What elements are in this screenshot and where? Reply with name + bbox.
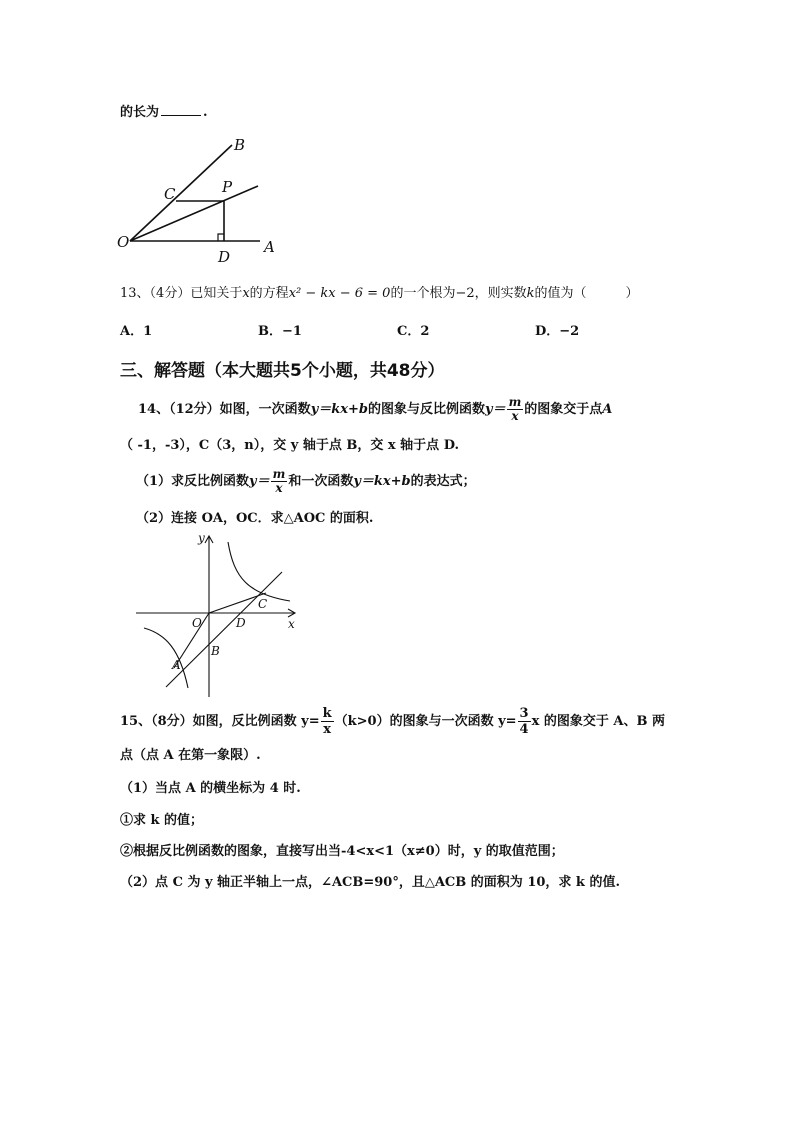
- q15-lin-num: 3: [519, 706, 529, 721]
- label-x: x: [288, 617, 295, 631]
- label-o: O: [192, 616, 202, 630]
- q14-text-c: 的图象交于点: [524, 402, 603, 417]
- q15-part1: （1）当点 A 的横坐标为 4 时.: [120, 781, 301, 796]
- q14-p1-c: 的表达式；: [410, 474, 476, 489]
- label-p: P: [222, 178, 233, 196]
- q14-part2: （2）连接 OA，OC．求△AOC 的面积.: [136, 511, 374, 526]
- q14-text-a: 14、（12分）如图，一次函数: [138, 402, 311, 417]
- ray-ob: [130, 145, 232, 241]
- q14-p1-fraction: [271, 468, 288, 495]
- q14-inv-den: x: [511, 409, 519, 423]
- q13-option-b: B．−1: [258, 324, 302, 339]
- q13-prefix: 13、（4分）已知关于: [120, 286, 243, 301]
- section-heading: 三、解答题（本大题共5个小题，共48分）: [120, 361, 445, 381]
- label-b: B: [211, 644, 220, 658]
- q13-mid3: ，则实数: [474, 286, 527, 301]
- figure-function-graph: [130, 530, 310, 700]
- q13-equation: x² − kx − 6 = 0: [288, 286, 391, 301]
- q14-p1-linear: y＝kx+b: [353, 474, 411, 489]
- q14-inv-fraction: [507, 396, 524, 423]
- right-angle-mark: [218, 234, 224, 241]
- q14-line2: （ -1，-3），C（3，n），交 y 轴于点 B，交 x 轴于点 D.: [120, 438, 460, 453]
- q15-lin-fraction: [518, 706, 531, 737]
- q15-inv-fraction: [321, 706, 334, 737]
- hyperbola-branch-2: [144, 628, 188, 688]
- q12-tail: [120, 103, 208, 123]
- q14-point-a: A: [602, 402, 613, 417]
- q14-inv-lhs: y＝: [485, 402, 506, 417]
- q14-inv-num: m: [508, 395, 522, 409]
- q13-root: −2: [455, 286, 475, 301]
- q14-p1-num: m: [272, 467, 286, 481]
- q15-part1-2: ②根据反比例函数的图象，直接写出当-4<x<1（x≠0）时，y 的取值范围；: [120, 844, 564, 859]
- q13-mid: 的方程: [249, 286, 289, 301]
- q15-text-b: （k>0）的图象与一次函数 y=: [334, 714, 517, 729]
- q15-line1: [120, 706, 665, 737]
- q14-p1-a: （1）求反比例函数: [136, 474, 250, 489]
- label-a: A: [264, 238, 275, 256]
- q14-p1-den: x: [275, 481, 283, 495]
- label-c: C: [164, 185, 176, 203]
- q15-inv-num: k: [322, 706, 332, 721]
- q13-option-d: D．−2: [535, 324, 580, 339]
- q12-tail-text: 的长为: [120, 105, 160, 120]
- q14-part1: [136, 468, 476, 495]
- ray-op: [130, 186, 258, 241]
- q14-p1-b: 和一次函数: [288, 474, 354, 489]
- q13-option-a: A．1: [120, 324, 153, 339]
- q13-var-x: x: [242, 286, 250, 301]
- q13-mid2: 的一个根为: [390, 286, 456, 301]
- q14-line1: [138, 396, 612, 423]
- line-ac: [166, 572, 282, 687]
- label-b: B: [234, 136, 246, 154]
- label-o: O: [117, 233, 130, 251]
- q14-text-b: 的图象与反比例函数: [367, 402, 485, 417]
- q15-lin-den: 4: [519, 722, 529, 737]
- q15-inv-den: x: [323, 722, 331, 737]
- q15-part1-1: ①求 k 的值；: [120, 813, 204, 828]
- q15-line2: 点（点 A 在第一象限）.: [120, 748, 261, 763]
- q13-suffix: 的值为（ ）: [534, 286, 639, 301]
- figure-angle-bisector: [112, 130, 282, 270]
- q13-var-k: k: [526, 286, 535, 301]
- label-d: D: [218, 248, 231, 266]
- q13-stem: [120, 284, 639, 304]
- label-c: C: [258, 597, 268, 611]
- label-a: A: [172, 658, 181, 672]
- answer-blank: [161, 103, 201, 116]
- q14-linear-fn: y＝kx+b: [310, 402, 368, 417]
- q14-p1-inv-lhs: y＝: [249, 474, 270, 489]
- q15-part2: （2）点 C 为 y 轴正半轴上一点，∠ACB=90°，且△ACB 的面积为 10，求 k 的值.: [120, 875, 620, 890]
- hyperbola-branch-1: [228, 542, 290, 601]
- q15-text-c: x 的图象交于 A、B 两: [531, 714, 665, 729]
- label-y: y: [198, 531, 205, 545]
- q12-tail-end: .: [203, 105, 208, 120]
- q15-text-a: 15、（8分）如图，反比例函数 y=: [120, 714, 320, 729]
- label-d: D: [236, 616, 246, 630]
- q13-option-c: C．2: [397, 324, 430, 339]
